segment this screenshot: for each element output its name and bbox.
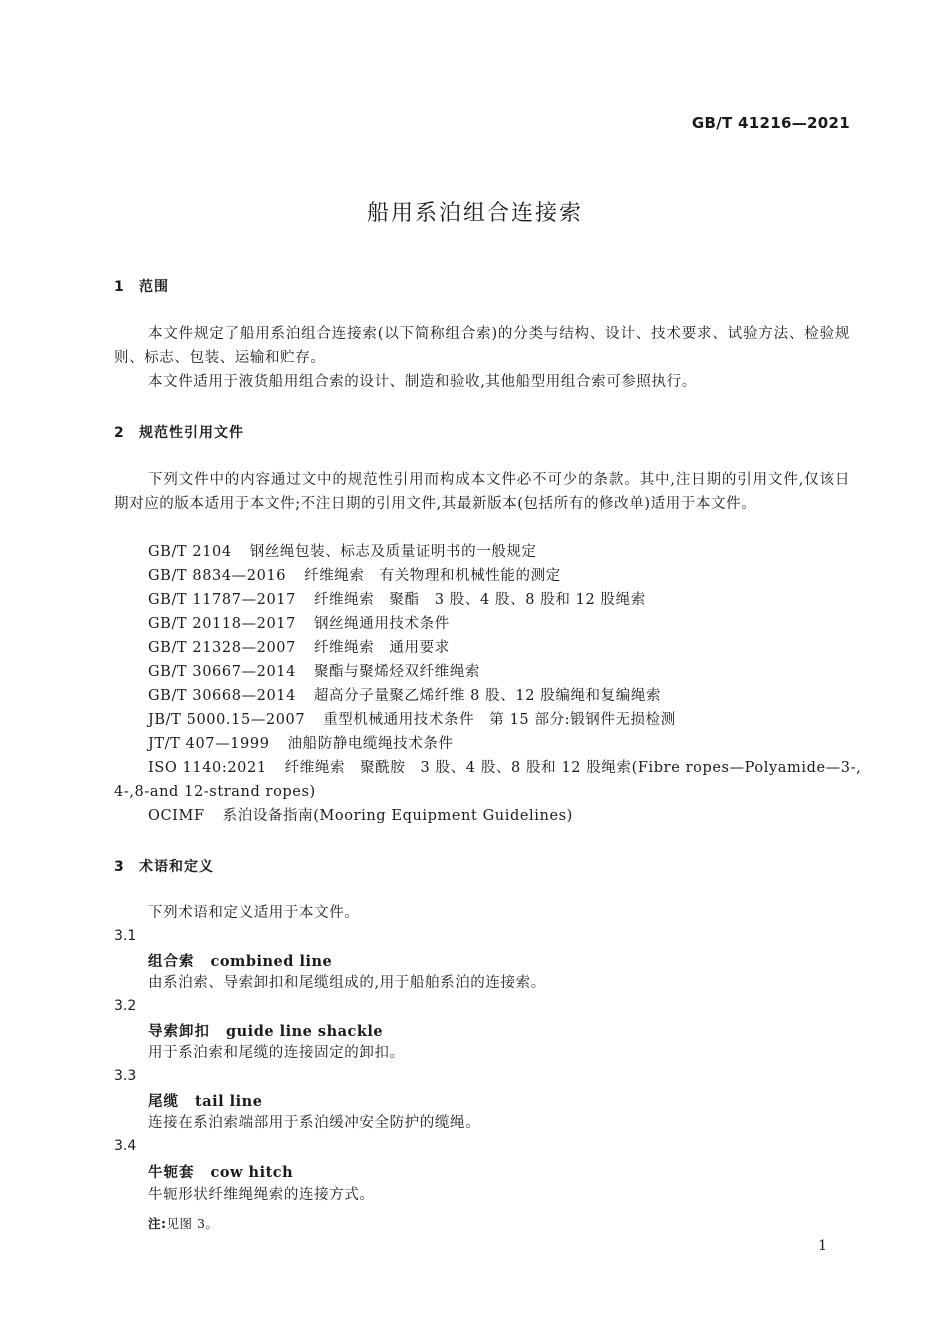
reference-item [148, 804, 573, 828]
term-en: guide line shackle [226, 1023, 384, 1040]
section-number: 2 [114, 425, 125, 441]
reference-item [148, 636, 450, 660]
term-definition: 用于系泊索和尾缆的连接固定的卸扣。 [148, 1045, 405, 1061]
term-en: cow hitch [210, 1164, 294, 1181]
section-number: 3 [114, 859, 125, 875]
reference-item [148, 684, 661, 708]
section-2-heading [114, 422, 244, 442]
section-number: 1 [114, 279, 125, 295]
reference-title: 油船防静电缆绳技术条件 [287, 736, 454, 752]
reference-code: GB/T 30667—2014 [148, 664, 296, 680]
reference-code: GB/T 20118—2017 [148, 616, 296, 632]
reference-item [148, 588, 646, 612]
term-number: 3.1 [114, 928, 137, 944]
reference-code: GB/T 2104 [148, 544, 232, 560]
reference-title: 纤维绳索 有关物理和机械性能的测定 [304, 568, 561, 584]
term-cn: 组合索 [148, 954, 195, 970]
reference-item [148, 732, 454, 756]
reference-title: 钢丝绳包装、标志及质量证明书的一般规定 [249, 544, 537, 560]
reference-code: GB/T 8834—2016 [148, 568, 287, 584]
reference-code: GB/T 21328—2007 [148, 640, 296, 656]
note-text: 见图 3。 [166, 1216, 219, 1231]
term-cn: 导索卸扣 [148, 1024, 210, 1040]
section-3-heading [114, 856, 214, 876]
reference-item [148, 756, 861, 780]
reference-item [148, 540, 537, 564]
term-heading [148, 1020, 383, 1041]
term-heading [148, 950, 332, 971]
section-title: 范围 [139, 279, 169, 295]
document-title: 船用系泊组合连接索 [366, 201, 583, 226]
reference-title: 重型机械通用技术条件 第 15 部分:锻钢件无损检测 [323, 712, 676, 728]
term-definition: 牛轭形状纤维绳绳索的连接方式。 [148, 1187, 375, 1203]
section-1-paragraph-1: 本文件规定了船用系泊组合连接索(以下简称组合索)的分类与结构、设计、技术要求、试验方法、检验规则、标志、包装、运输和贮存。 [114, 326, 850, 366]
reference-title: 聚酯与聚烯烃双纤维绳索 [313, 664, 481, 680]
term-note [148, 1214, 218, 1232]
standard-code: GB/T 41216—2021 [691, 114, 850, 132]
reference-code: GB/T 30668—2014 [148, 688, 296, 704]
term-heading [148, 1090, 262, 1111]
reference-title: 纤维绳索 通用要求 [313, 640, 450, 656]
term-en: tail line [195, 1093, 263, 1110]
reference-title: 纤维绳索 聚酯 3 股、4 股、8 股和 12 股绳索 [313, 592, 646, 608]
reference-code: GB/T 11787—2017 [148, 592, 296, 608]
term-cn: 牛轭套 [148, 1165, 195, 1181]
reference-item [148, 564, 561, 588]
section-1-heading [114, 276, 169, 296]
term-number: 3.4 [114, 1138, 137, 1154]
term-number: 3.3 [114, 1068, 137, 1084]
section-3-paragraph-1: 下列术语和定义适用于本文件。 [148, 905, 360, 921]
reference-item [148, 708, 676, 732]
section-1-paragraph-2: 本文件适用于液货船用组合索的设计、制造和验收,其他船型用组合索可参照执行。 [148, 374, 697, 390]
reference-item [148, 660, 480, 684]
note-label: 注: [148, 1216, 167, 1231]
reference-title: 超高分子量聚乙烯纤维 8 股、12 股编绳和复编绳索 [313, 688, 662, 704]
reference-title: 纤维绳索 聚酰胺 3 股、4 股、8 股和 12 股绳索(Fibre ropes—Polyamide—3-, [284, 760, 862, 776]
page-number: 1 [818, 1238, 827, 1254]
term-cn: 尾缆 [148, 1094, 179, 1110]
reference-continuation: 4-,8-and 12-strand ropes) [114, 784, 316, 800]
section-title: 规范性引用文件 [139, 425, 244, 441]
reference-title: 钢丝绳通用技术条件 [313, 616, 450, 632]
reference-code: JB/T 5000.15—2007 [148, 712, 306, 728]
reference-title: 系泊设备指南(Mooring Equipment Guidelines) [222, 808, 573, 824]
term-definition: 由系泊索、导索卸扣和尾缆组成的,用于船舶系泊的连接索。 [148, 975, 546, 991]
term-heading [148, 1161, 293, 1182]
term-definition: 连接在系泊索端部用于系泊缓冲安全防护的缆绳。 [148, 1115, 481, 1131]
section-title: 术语和定义 [139, 859, 214, 875]
reference-item [148, 612, 450, 636]
reference-code: JT/T 407—1999 [148, 736, 270, 752]
reference-code: OCIMF [148, 808, 205, 824]
term-number: 3.2 [114, 998, 137, 1014]
section-2-paragraph-1: 下列文件中的内容通过文中的规范性引用而构成本文件必不可少的条款。其中,注日期的引用文件,仅该日期对应的版本适用于本文件;不注日期的引用文件,其最新版本(包括所有的修改单)适用于本文件。 [114, 472, 850, 512]
term-en: combined line [210, 953, 333, 970]
reference-code: ISO 1140:2021 [148, 760, 267, 776]
